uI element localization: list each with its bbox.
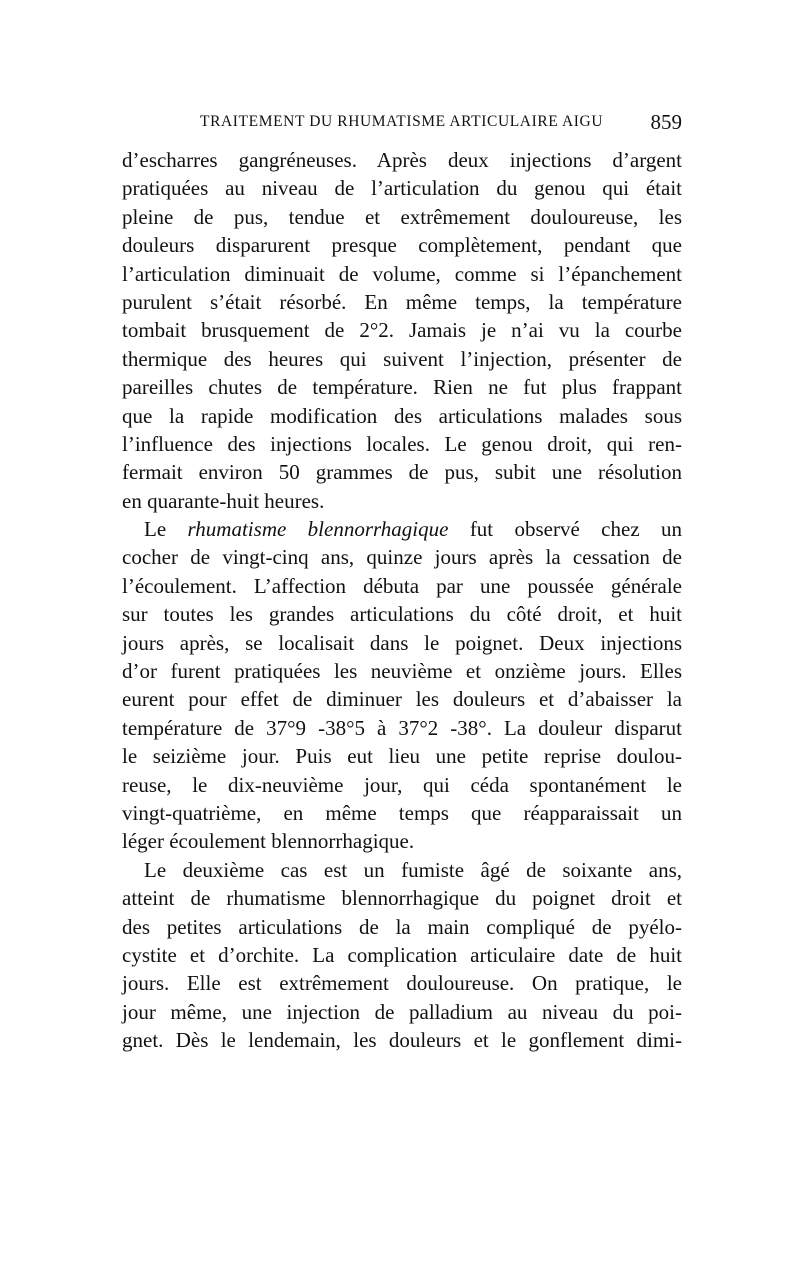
- text-line: thermique des heures qui suivent l’injection, présenter de: [122, 346, 682, 371]
- text-line: eurent pour effet de diminuer les douleurs et d’abaisser la: [122, 687, 682, 712]
- text-line: léger écoulement blennorrhagique.: [122, 829, 415, 854]
- text-line: température de 37°9 -38°5 à 37°2 -38°. La douleur disparut: [122, 715, 682, 740]
- running-title: TRAITEMENT DU RHUMATISME ARTICULAIRE AIGU: [200, 113, 604, 130]
- text-line: en quarante-huit heures.: [122, 488, 325, 513]
- text-line: fermait environ 50 grammes de pus, subit une résolution: [122, 460, 682, 485]
- text-line: reuse, le dix-neuvième jour, qui céda spontanément le: [122, 772, 682, 797]
- italic-term: rhumatisme blennorrhagique: [187, 517, 449, 542]
- text-line: pleine de pus, tendue et extrêmement douloureuse, les: [122, 204, 682, 229]
- text-line: jour même, une injection de palladium au niveau du poi-: [122, 999, 682, 1024]
- text-line: l’articulation diminuait de volume, comme si l’épanchement: [122, 261, 682, 286]
- paragraph-2: [122, 515, 682, 856]
- text-line: que la rapide modification des articulations malades sous: [122, 403, 682, 428]
- text-run: Le: [144, 517, 188, 542]
- text-line: le seizième jour. Puis eut lieu une petite reprise doulou-: [122, 744, 682, 769]
- running-head: [122, 110, 682, 137]
- paragraph-3: [122, 856, 682, 1055]
- text-line: douleurs disparurent presque complètement, pendant que: [122, 233, 682, 258]
- text-line: d’or furent pratiquées les neuvième et onzième jours. Elles: [122, 659, 682, 684]
- text-line: jours après, se localisait dans le poignet. Deux injections: [122, 630, 682, 655]
- text-line: des petites articulations de la main compliqué de pyélo-: [122, 914, 682, 939]
- text-line: cystite et d’orchite. La complication articulaire date de huit: [122, 942, 682, 967]
- text-line-first: [122, 515, 682, 543]
- text-line: d’escharres gangréneuses. Après deux injections d’argent: [122, 148, 682, 172]
- text-line: Le deuxième cas est un fumiste âgé de soixante ans,: [144, 857, 682, 882]
- text-line: pratiquées au niveau de l’articulation du genou qui était: [122, 176, 682, 201]
- text-line: cocher de vingt-cinq ans, quinze jours après la cessation de: [122, 545, 682, 570]
- text-line: purulent s’était résorbé. En même temps, la température: [122, 289, 682, 314]
- text-line: tombait brusquement de 2°2. Jamais je n’ai vu la courbe: [122, 318, 682, 343]
- text-line: pareilles chutes de température. Rien ne fut plus frappant: [122, 375, 682, 400]
- text-line: l’influence des injections locales. Le genou droit, qui ren-: [122, 431, 682, 456]
- text-run: fut observé chez un: [448, 517, 682, 542]
- text-line: gnet. Dès le lendemain, les douleurs et le gonflement dimi-: [122, 1028, 682, 1053]
- text-line: jours. Elle est extrêmement douloureuse. On pratique, le: [122, 971, 682, 996]
- text-line: vingt-quatrième, en même temps que réapparaissait un: [122, 800, 682, 825]
- body-text: [122, 146, 682, 1055]
- paragraph-1: [122, 146, 682, 515]
- page-number: 859: [650, 110, 682, 134]
- text-line: atteint de rhumatisme blennorrhagique du poignet droit et: [122, 886, 682, 911]
- text-line: sur toutes les grandes articulations du côté droit, et huit: [122, 602, 682, 627]
- text-line: l’écoulement. L’affection débuta par une poussée générale: [122, 573, 682, 598]
